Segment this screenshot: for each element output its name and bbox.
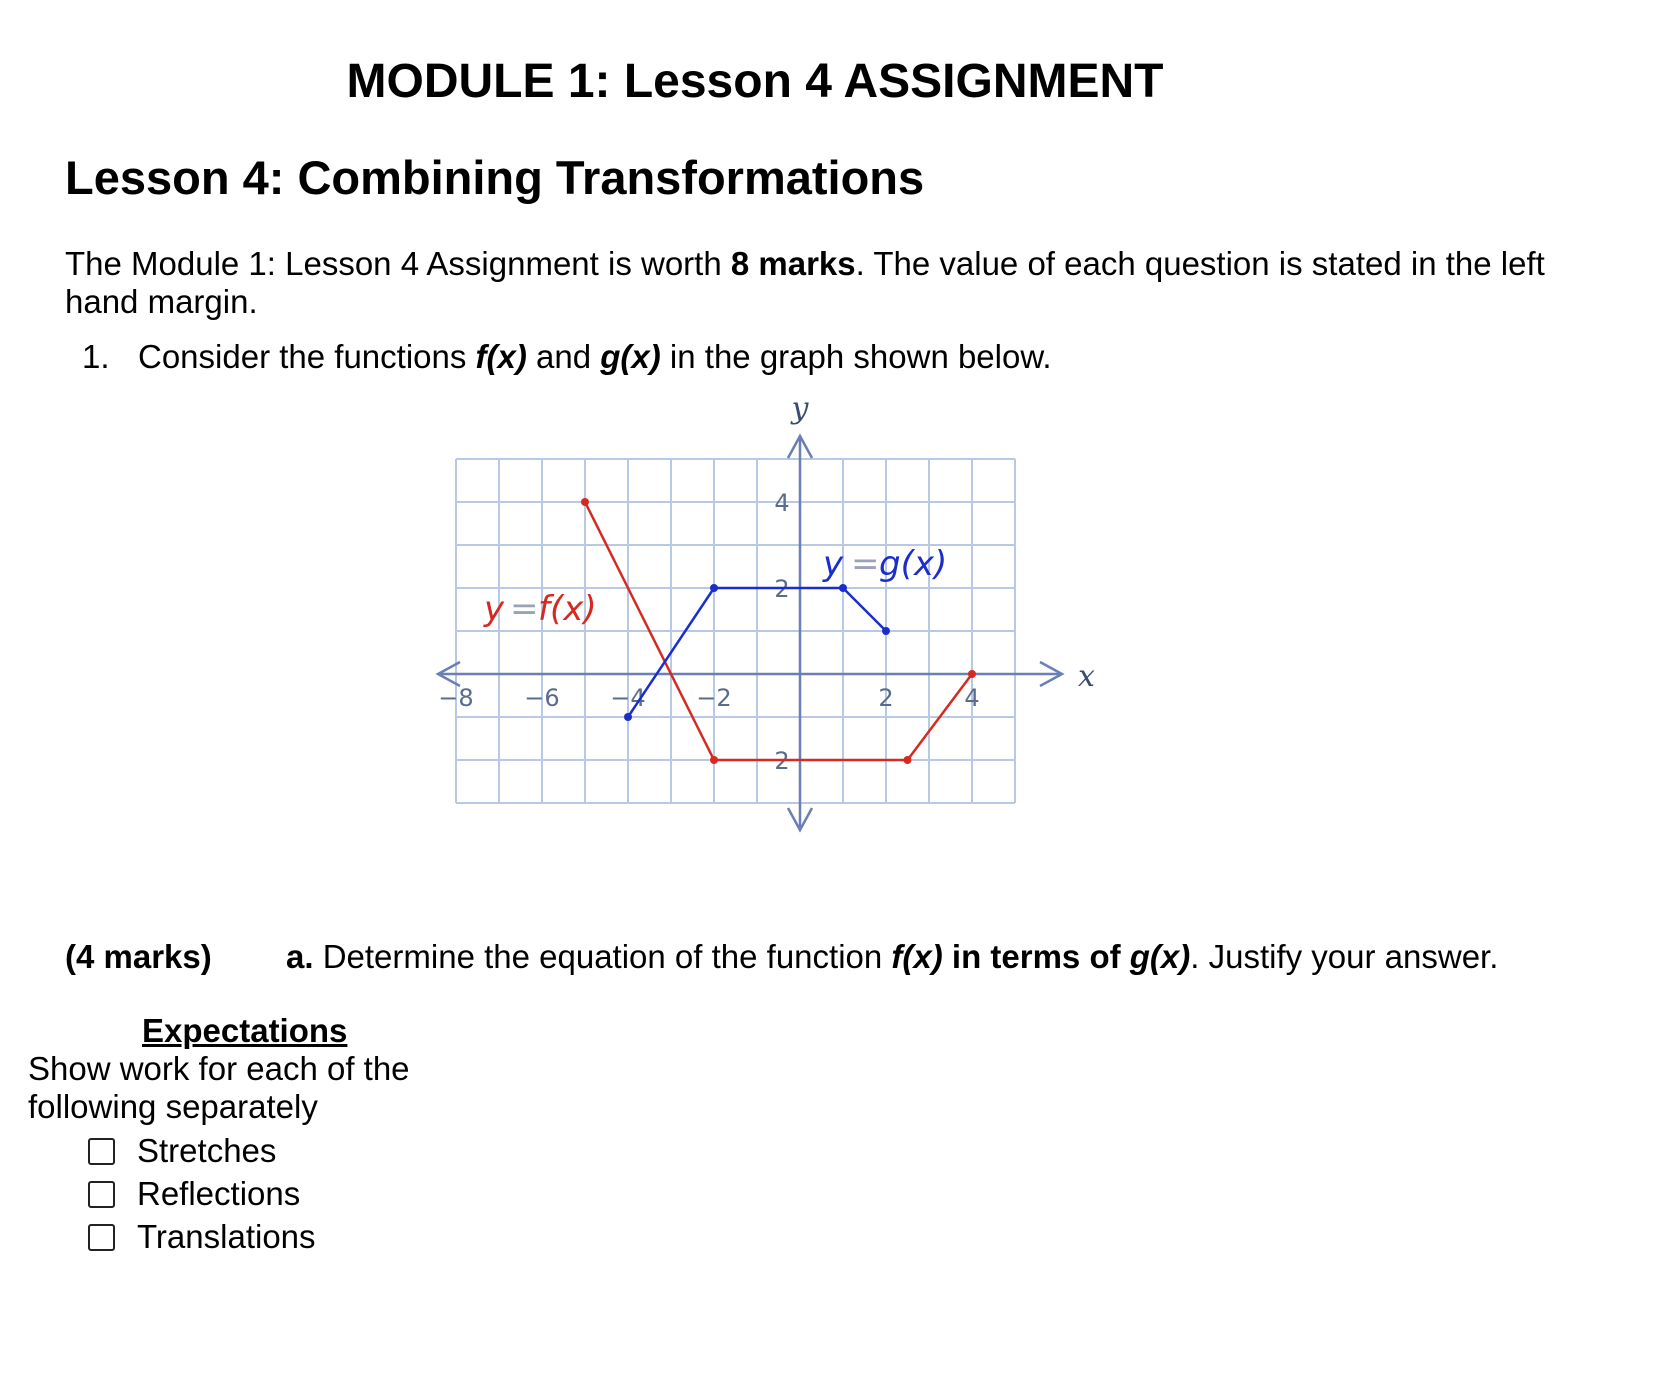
g-point <box>839 584 847 592</box>
f-point <box>710 756 718 764</box>
x-tick-label: −4 <box>610 684 646 712</box>
g-label-y: y <box>823 544 844 584</box>
function-graph <box>430 400 1150 910</box>
g-label-gx: g(x) <box>879 544 948 584</box>
checkbox[interactable] <box>88 1224 115 1251</box>
part-a-g: g(x) <box>1129 938 1191 975</box>
part-a-text-2: . Justify your answer. <box>1190 938 1499 975</box>
x-tick-label: 2 <box>878 684 894 712</box>
grid <box>456 459 1015 803</box>
part-a-marks: (4 marks) <box>65 938 212 975</box>
question-f: f(x) <box>475 338 527 375</box>
intro-marks: 8 marks <box>730 245 856 282</box>
question-number: 1. <box>82 338 110 375</box>
checklist-label: Reflections <box>137 1175 301 1212</box>
x-tick-label: −6 <box>524 684 560 712</box>
y-tick-label: 4 <box>774 489 790 517</box>
intro-paragraph <box>65 245 1545 321</box>
y-tick-label: 2 <box>774 747 790 775</box>
expectations-heading: Expectations <box>142 1012 348 1049</box>
f-point <box>904 756 912 764</box>
f-label-y: y <box>484 589 505 629</box>
question-text-2: and <box>526 338 601 375</box>
axes <box>438 436 1062 830</box>
checklist-item-reflections[interactable] <box>88 1175 300 1213</box>
checklist-item-stretches[interactable] <box>88 1132 276 1170</box>
part-a-question <box>286 938 1498 976</box>
f-label-fx: f(x) <box>538 589 597 629</box>
x-axis-label: x <box>1078 659 1095 694</box>
x-tick-label: −2 <box>696 684 732 712</box>
g-point <box>882 627 890 635</box>
question-g: g(x) <box>600 338 661 375</box>
y-axis-label: y <box>791 400 809 426</box>
part-a-mid: in terms of <box>942 938 1130 975</box>
question-text-1: Consider the functions <box>138 338 476 375</box>
lesson-title: Lesson 4: Combining Transformations <box>65 151 925 204</box>
intro-text-2: . The value of each question is stated in the left hand margin. <box>65 245 1545 320</box>
g-point <box>624 713 632 721</box>
question-1 <box>82 338 1052 376</box>
x-tick-label: −8 <box>438 684 474 712</box>
part-a-f: f(x) <box>891 938 943 975</box>
question-text-3: in the graph shown below. <box>660 338 1052 375</box>
g-point <box>710 584 718 592</box>
checklist-label: Translations <box>137 1218 316 1255</box>
part-a-text-1: Determine the equation of the function <box>313 938 892 975</box>
f-label-equals: = <box>510 589 539 629</box>
checkbox[interactable] <box>88 1138 115 1165</box>
part-a-letter: a. <box>286 938 314 975</box>
g-label-equals: = <box>851 544 880 584</box>
intro-text-1: The Module 1: Lesson 4 Assignment is worth <box>65 245 731 282</box>
module-title: MODULE 1: Lesson 4 ASSIGNMENT <box>346 55 1164 108</box>
checklist-label: Stretches <box>137 1132 277 1169</box>
f-point <box>968 670 976 678</box>
expectations-description: Show work for each of the following separately <box>28 1050 410 1125</box>
y-tick-label: 2 <box>774 575 790 603</box>
f-point <box>581 498 589 506</box>
checkbox[interactable] <box>88 1181 115 1208</box>
checklist-item-translations[interactable] <box>88 1218 316 1256</box>
x-tick-label: 4 <box>964 684 980 712</box>
